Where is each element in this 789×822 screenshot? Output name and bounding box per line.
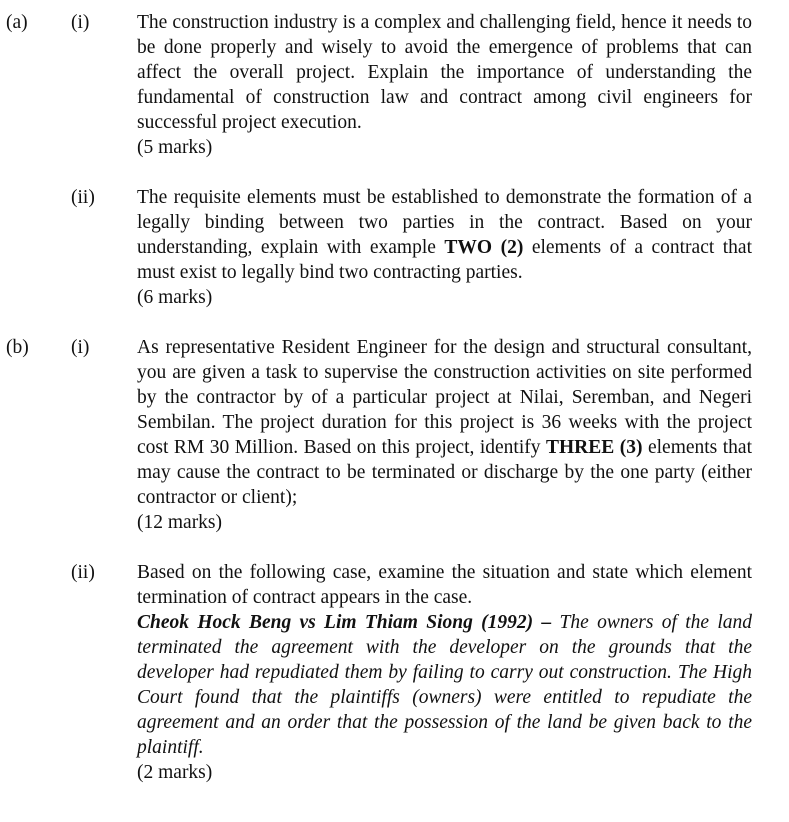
case-text: The owners of the land terminated the agreement with the developer on the grounds that the developer had repudiated them by failing to carry out construction. The High Court found that the plaintiffs (owners) were entitled to repudiate the agreement and an order that the possession of the land be given back to the plaintiff. bbox=[137, 612, 753, 758]
case-study bbox=[137, 610, 752, 760]
question-b-i-text-after: elements that may cause the contract to be terminated or discharge by the one party (either contractor or client); bbox=[137, 437, 752, 508]
part-label-a: (a) bbox=[6, 12, 28, 33]
subpart-label-a-ii: (ii) bbox=[71, 187, 95, 208]
question-b-ii-body bbox=[137, 560, 752, 785]
marks-a-ii: (6 marks) bbox=[137, 287, 213, 308]
question-b-i-body bbox=[137, 335, 752, 535]
question-a-ii-body bbox=[137, 185, 752, 310]
subpart-label-b-i: (i) bbox=[71, 337, 90, 358]
question-a-ii-text-after: elements of a contract that must exist to legally bind two contracting parties. bbox=[137, 237, 752, 283]
marks-b-i: (12 marks) bbox=[137, 512, 223, 533]
question-b-i-count: THREE (3) bbox=[545, 437, 643, 458]
marks-a-i: (5 marks) bbox=[137, 137, 213, 158]
part-label-b: (b) bbox=[6, 337, 29, 358]
question-b-ii-text: Based on the following case, examine the situation and state which element termination of contract appears in the case. bbox=[137, 562, 752, 608]
subpart-label-a-i: (i) bbox=[71, 12, 90, 33]
case-dash: – bbox=[533, 612, 560, 633]
marks-b-ii: (2 marks) bbox=[137, 762, 213, 783]
question-a-ii-count: TWO (2) bbox=[444, 237, 524, 258]
question-a-i-body bbox=[137, 10, 752, 160]
question-a-ii-text bbox=[137, 185, 752, 285]
subpart-label-b-ii: (ii) bbox=[71, 562, 95, 583]
question-a-i-text: The construction industry is a complex and challenging field, hence it needs to be done properly and wisely to avoid the emergence of problems that can affect the overall project. Explain the importance of understanding the fundamental of construction law and contract among civil engineers for successful project execution. bbox=[137, 12, 752, 133]
question-b-i-text bbox=[137, 335, 752, 510]
case-title: Cheok Hock Beng vs Lim Thiam Siong (1992) bbox=[137, 612, 534, 633]
question-b-i-text-before: As representative Resident Engineer for the design and structural consultant, you are given a task to supervise the construction activities on site performed by the contractor by of a particular project at Nilai, Seremban, and Negeri Sembilan. The project duration for this project is 36 weeks with the project cost RM 30 Million. Based on this project, identify bbox=[137, 337, 752, 458]
question-a-ii-text-before: The requisite elements must be established to demonstrate the formation of a legally binding between two parties in the contract. Based on your understanding, explain with example bbox=[137, 187, 752, 258]
